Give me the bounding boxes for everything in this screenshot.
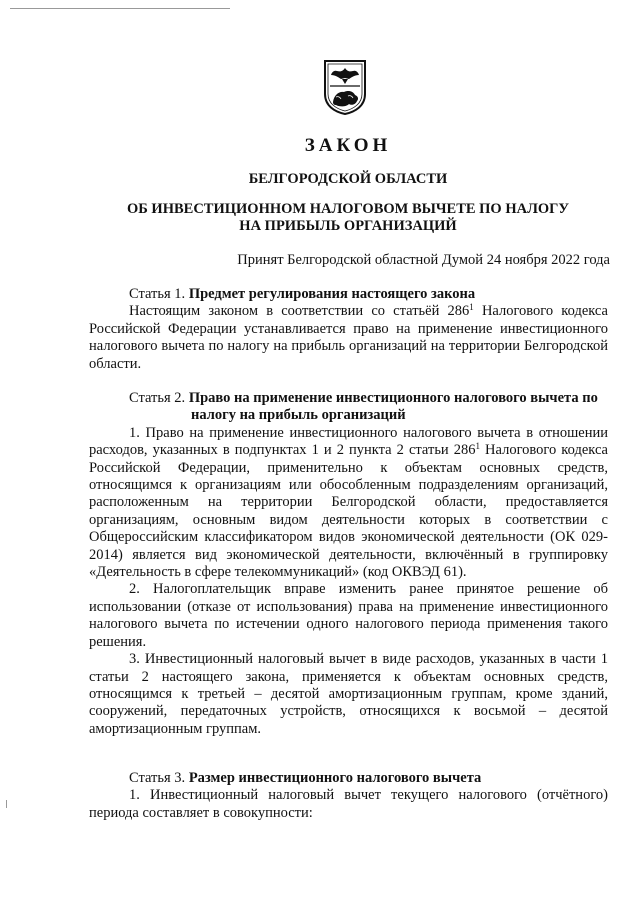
article-3-title: Размер инвестиционного налогового вычета xyxy=(188,770,482,786)
document-subtitle xyxy=(28,201,640,235)
article-1-title: Предмет регулирования настоящего закона xyxy=(188,286,476,302)
article-3-paragraph-1: 1. Инвестиционный налоговый вычет текущего налогового (отчётного) периода составляет в совокупности: xyxy=(89,787,608,821)
document-title: ЗАКОН xyxy=(304,135,392,156)
article-1-paragraph xyxy=(89,303,608,373)
article-3-number: Статья 3. xyxy=(129,770,186,786)
scan-artifact-top-line xyxy=(10,8,230,9)
document-region: БЕЛГОРОДСКОЙ ОБЛАСТИ xyxy=(248,171,448,187)
coat-of-arms-emblem xyxy=(322,58,368,116)
article-3-heading xyxy=(89,770,608,787)
article-2-paragraph-2: 2. Налогоплательщик вправе изменить ранее принятое решение об использовании (отказе от использования) права на применение инвестиционного налогового вычета по истечении одного налогового периода применения такого решения. xyxy=(89,581,608,650)
article-2-superscript: 1 xyxy=(475,441,480,452)
article-3 xyxy=(89,770,608,822)
article-2-paragraph-3: 3. Инвестиционный налоговый вычет в виде расходов, указанных в части 1 статьи 2 настоящего закона, применяется к объектам основных средств, относящимся к третьей – десятой амортизационным группам, кроме зданий, сооружений, передаточных устройств, относящихся к восьмой – десятой амортизационным группам. xyxy=(89,651,608,737)
article-1-text-b: Налогового кодекса Российской Федерации устанавливается право на применение инвестиционного налогового вычета по налогу на прибыль организаций на территории Белгородской области. xyxy=(89,303,608,372)
adoption-date: Принят Белгородской областной Думой 24 ноября 2022 года xyxy=(237,252,610,268)
article-2-p1-text-b: Налогового кодекса Российской Федерации, применительно к объектам основных средств, относящимся к организациям или обособленным подразделениям организаций, расположенным на территории Белгородской области, предоставляется организациям, основным видом деятельности которых в соответствии с Общероссийским классификатором видов экономической деятельности (ОК 029-2014) является вид экономической деятельности, включённый в группировку «Деятельность в сфере телекоммуникаций» (код ОКВЭД 61). xyxy=(89,442,608,581)
subtitle-line-1: ОБ ИНВЕСТИЦИОННОМ НАЛОГОВОМ ВЫЧЕТЕ ПО НАЛОГУ xyxy=(126,201,570,217)
article-2-title: Право на применение инвестиционного налогового вычета по налогу на прибыль организаций xyxy=(188,390,598,424)
article-2 xyxy=(89,390,608,738)
article-2-p1-text-a: 1. Право на применение инвестиционного налогового вычета в отношении расходов, указанных в подпунктах 1 и 2 пункта 2 статьи 286 xyxy=(89,424,608,459)
article-1 xyxy=(89,286,608,373)
article-2-heading xyxy=(89,390,608,425)
subtitle-line-2: НА ПРИБЫЛЬ ОРГАНИЗАЦИЙ xyxy=(239,218,457,234)
article-1-heading xyxy=(89,286,608,303)
article-1-number: Статья 1. xyxy=(129,286,186,302)
article-1-superscript: 1 xyxy=(469,302,474,313)
article-2-number: Статья 2. xyxy=(129,390,186,406)
article-1-text-a: Настоящим законом в соответствии со статьёй 286 xyxy=(129,303,470,320)
scan-artifact-left-tick xyxy=(6,800,7,808)
article-2-paragraph-1 xyxy=(89,425,608,582)
